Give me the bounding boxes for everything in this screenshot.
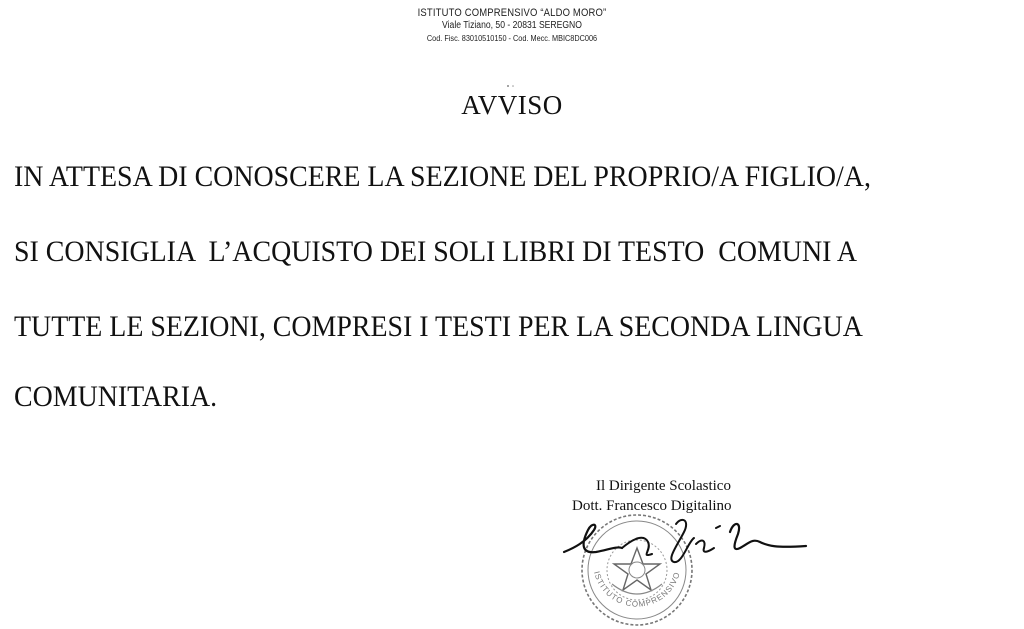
- signer-role: Il Dirigente Scolastico: [596, 478, 731, 494]
- notice-line: TUTTE LE SEZIONI, COMPRESI I TESTI PER LA SECONDA LINGUA: [14, 310, 863, 343]
- school-address: Viale Tiziano, 50 - 20831 SEREGNO: [442, 20, 582, 31]
- notice-title: AVVISO: [461, 90, 563, 120]
- school-codes: Cod. Fisc. 83010510150 - Cod. Mecc. MBIC8DC006: [426, 33, 598, 43]
- notice-line: SI CONSIGLIA L’ACQUISTO DEI SOLI LIBRI DI TESTO COMUNI A: [14, 235, 857, 268]
- school-name: ISTITUTO COMPRENSIVO “ALDO MORO”: [417, 7, 607, 19]
- notice-line: IN ATTESA DI CONOSCERE LA SEZIONE DEL PROPRIO/A FIGLIO/A,: [14, 160, 871, 193]
- signer-name: Dott. Francesco Digitalino: [572, 498, 732, 514]
- ink-speck-icon: [505, 84, 517, 88]
- handwritten-signature-icon: [556, 508, 816, 568]
- notice-line: COMUNITARIA.: [14, 380, 218, 413]
- letterhead: [0, 6, 1024, 44]
- svg-text:ISTITUTO COMPRENSIVO: [592, 570, 682, 609]
- stamp-text: ISTITUTO COMPRENSIVO: [592, 570, 682, 609]
